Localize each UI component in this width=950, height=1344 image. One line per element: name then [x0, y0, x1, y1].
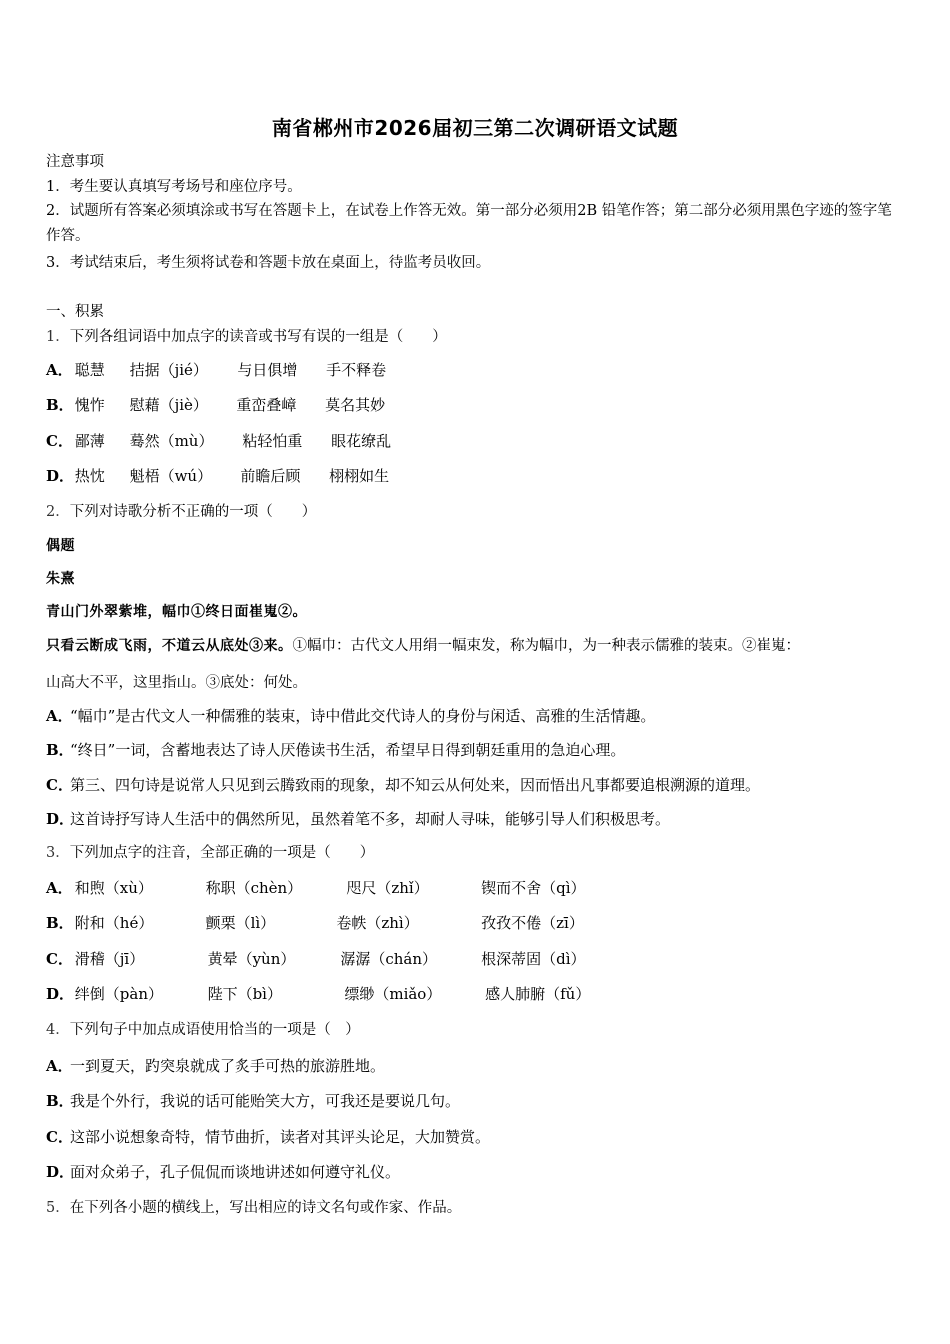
q1-option-b [46, 395, 385, 415]
q1-option-a [46, 360, 386, 380]
notes-heading: 注意事项 [46, 154, 104, 170]
q4-option-d [46, 1162, 400, 1182]
option-text: 这部小说想象奇特，情节曲折，读者对其评头论足，大加赞赏。 [70, 1128, 491, 1146]
option-cell: 拮据（jié） [129, 361, 208, 379]
option-text: “终日”一词，含蓄地表达了诗人厌倦读书生活，希望早日得到朝廷重用的急迫心理。 [70, 741, 626, 759]
option-cell: 眼花缭乱 [331, 432, 392, 450]
poem-notes: ①幅巾：古代文人用绢一幅束发，称为幅巾，为一种表示儒雅的装束。②崔嵬： [292, 638, 800, 654]
question-number: 3． [46, 845, 70, 861]
option-label: A． [46, 707, 73, 725]
option-label: D． [46, 810, 75, 828]
option-cell: 根深蒂固（dì） [481, 950, 586, 968]
option-cell: 粘轻怕重 [242, 432, 303, 450]
question-text: 下列句子中加点成语使用恰当的一项是（ ） [69, 1022, 360, 1038]
poem-line-2-text: 只看云断成飞雨，不道云从底处③来。 [46, 638, 293, 654]
page-title: 南省郴州市2026届初三第二次调研语文试题 [271, 116, 679, 140]
notes-item-3: 3．考试结束后，考生须将试卷和答题卡放在桌面上，待监考员收回。 [46, 255, 491, 271]
option-label: D． [46, 985, 75, 1003]
option-text: “幅巾”是古代文人一种儒雅的装束，诗中借此交代诗人的身份与闲适、高雅的生活情趣。 [70, 707, 656, 725]
q3-option-d [46, 984, 590, 1004]
q3-option-c [46, 949, 586, 969]
option-cell: 魁梧（wú） [129, 467, 213, 485]
q2-option-a [46, 706, 655, 726]
option-label: A． [46, 361, 73, 379]
option-cell: 栩栩如生 [329, 467, 390, 485]
option-label: B． [46, 1092, 74, 1110]
option-cell: 前瞻后顾 [240, 467, 301, 485]
option-cell: 称职（chèn） [205, 879, 303, 897]
poem-line-2 [46, 636, 800, 656]
option-cell: 锲而不舍（qì） [481, 879, 586, 897]
notes-item-2: 2．试题所有答案必须填涂或书写在答题卡上，在试卷上作答无效。第一部分必须用2B 铅笔作答；第二部分必须用黑色字迹的签字笔作答。 [46, 203, 892, 244]
q3-option-b [46, 913, 584, 933]
option-label: C． [46, 432, 73, 450]
question-1-stem [46, 327, 447, 347]
option-cell: 聪慧 [74, 361, 105, 379]
q2-option-c [46, 775, 760, 795]
option-cell: 孜孜不倦（zī） [481, 914, 584, 932]
option-text: 一到夏天，趵突泉就成了炙手可热的旅游胜地。 [70, 1057, 386, 1075]
question-number: 2． [46, 504, 70, 520]
option-cell: 与日俱增 [237, 361, 298, 379]
option-text: 我是个外行，我说的话可能贻笑大方，可我还是要说几句。 [70, 1092, 461, 1110]
q3-option-a [46, 878, 586, 898]
option-label: A． [46, 1057, 73, 1075]
option-cell: 陛下（bì） [207, 985, 282, 1003]
option-cell: 缥缈（miǎo） [344, 985, 442, 1003]
q1-option-c [46, 431, 391, 451]
question-3-stem [46, 843, 374, 863]
option-label: C． [46, 776, 73, 794]
poem-notes-cont: 山高大不平，这里指山。③底处：何处。 [46, 675, 307, 691]
option-label: C． [46, 1128, 73, 1146]
question-text: 在下列各小题的横线上，写出相应的诗文名句或作家、作品。 [69, 1200, 462, 1216]
option-cell: 卷帙（zhì） [336, 914, 419, 932]
option-text: 第三、四句诗是说常人只见到云腾致雨的现象，却不知云从何处来，因而悟出凡事都要追根溯源的道理。 [70, 776, 761, 794]
option-cell: 和煦（xù） [74, 879, 153, 897]
option-label: C． [46, 950, 73, 968]
q2-option-b [46, 740, 625, 760]
option-cell: 颤栗（lì） [205, 914, 276, 932]
q4-option-b [46, 1091, 460, 1111]
question-text: 下列对诗歌分析不正确的一项（ ） [69, 504, 317, 520]
option-cell: 手不释卷 [326, 361, 387, 379]
option-cell: 鄙薄 [74, 432, 105, 450]
question-2-stem [46, 502, 316, 522]
poem-author: 朱熹 [46, 571, 75, 587]
option-label: A． [46, 879, 73, 897]
question-5-stem [46, 1198, 461, 1218]
option-cell: 莫名其妙 [325, 396, 386, 414]
question-text: 下列加点字的注音，全部正确的一项是（ ） [69, 845, 375, 861]
question-4-stem [46, 1020, 360, 1040]
notes-item-1: 1．考生要认真填写考场号和座位序号。 [46, 179, 302, 195]
option-cell: 感人肺腑（fǔ） [485, 985, 591, 1003]
question-number: 5． [46, 1200, 70, 1216]
option-cell: 潺潺（chán） [340, 950, 438, 968]
section-heading: 一、积累 [46, 304, 104, 320]
option-cell: 蓦然（mù） [129, 432, 214, 450]
q2-option-d [46, 809, 670, 829]
question-text: 下列各组词语中加点字的读音或书写有误的一组是（ ） [69, 329, 447, 345]
option-cell: 热忱 [74, 467, 105, 485]
option-label: B． [46, 741, 74, 759]
option-label: B． [46, 396, 74, 414]
poem-title: 偶题 [46, 538, 75, 554]
poem-line-1: 青山门外翠紫堆，幅巾①终日面崔嵬②。 [46, 604, 307, 620]
option-cell: 慰藉（jiè） [129, 396, 208, 414]
option-cell: 咫尺（zhǐ） [346, 879, 429, 897]
option-cell: 重峦叠嶂 [236, 396, 297, 414]
option-cell: 附和（hé） [74, 914, 154, 932]
q1-option-d [46, 466, 389, 486]
option-text: 这首诗抒写诗人生活中的偶然所见，虽然着笔不多，却耐人寻味，能够引导人们积极思考。 [70, 810, 671, 828]
option-cell: 黄晕（yùn） [207, 950, 296, 968]
option-label: D． [46, 467, 75, 485]
option-label: B． [46, 914, 74, 932]
option-cell: 绊倒（pàn） [74, 985, 163, 1003]
question-number: 4． [46, 1022, 70, 1038]
option-cell: 滑稽（jī） [74, 950, 145, 968]
q4-option-a [46, 1056, 385, 1076]
q4-option-c [46, 1127, 490, 1147]
question-number: 1． [46, 329, 70, 345]
option-text: 面对众弟子，孔子侃侃而谈地讲述如何遵守礼仪。 [70, 1163, 401, 1181]
option-cell: 愧怍 [74, 396, 105, 414]
option-label: D． [46, 1163, 75, 1181]
